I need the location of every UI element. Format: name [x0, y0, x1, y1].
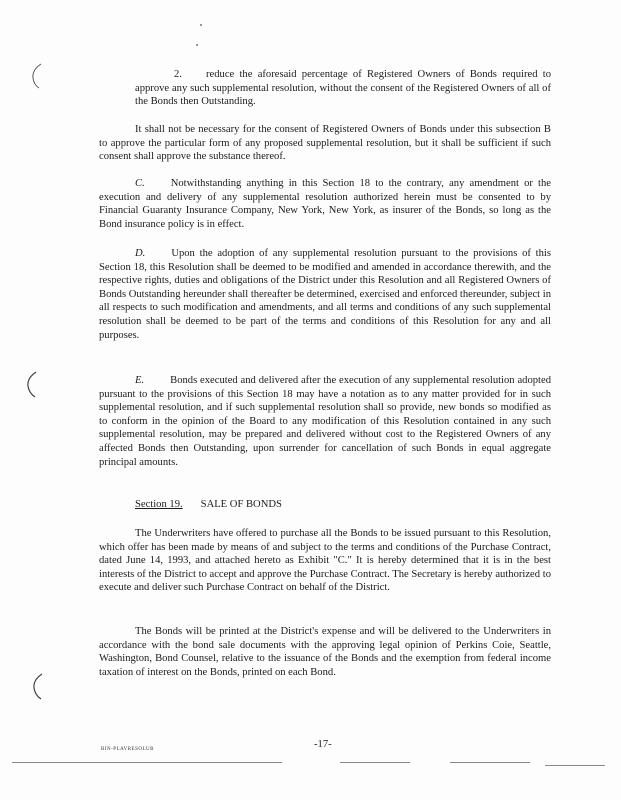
- footer-document-id: BIN-PLAVRESOLUB: [101, 747, 154, 752]
- list-item-text: reduce the aforesaid percentage of Registered Owners of Bonds required to approve any such supplemental resolution, without the consent of the Registered Owners of all of the Bonds then Outstanding.: [135, 69, 551, 108]
- paragraph-label: E.: [135, 375, 145, 386]
- paragraph-bond-printing: The Bonds will be printed at the District's expense and will be delivered to the Underwriters in accordance with the bond sale documents with the approving legal opinion of Perkins Coie, Seattle, Washington, Bond Counsel, relative to the issuance of the Bonds and the exemption from federal income taxation of interest on the Bonds, printed on each Bond.: [99, 626, 551, 678]
- paragraph-text: Upon the adoption of any supplemental resolution pursuant to the provisions of this Section 18, this Resolution shall be deemed to be modified and amended in accordance therewith, and the respective rights, duties and obligations of the District under this Resolution and all Registered Owners of Bonds Outstanding hereunder shall thereafter be determined, exercised and enforced thereunder, subject in all respects to such modification and amendments, and all terms and conditions of any such supplemental resolution shall be deemed to be part of the terms and conditions of this Resolution for any and all purposes.: [99, 248, 551, 341]
- paragraph-consent: It shall not be necessary for the consent of Registered Owners of Bonds under this subsection B to approve the particular form of any proposed supplemental resolution, but it shall be sufficient if such consent shall approve the substance thereof.: [99, 124, 551, 163]
- paragraph-d: [99, 247, 551, 342]
- paragraph-underwriters: The Underwriters have offered to purchase all the Bonds to be issued pursuant to this Resolution, which offer has been made by means of and subject to the terms and conditions of the Purchase Contract, dated June 14, 1993, and attached hereto as Exhibit "C." It is hereby determined that it is in the best interests of the District to accept and approve the Purchase Contract. The Secretary is hereby authorized to execute and deliver such Purchase Contract on behalf of the District.: [99, 528, 551, 594]
- scan-line: [450, 762, 530, 763]
- section-number: Section 19.: [135, 499, 183, 510]
- section-heading: [135, 498, 282, 512]
- scan-line: [340, 762, 410, 763]
- scan-speck: [200, 24, 202, 26]
- scan-line: [545, 765, 605, 766]
- paragraph-label: C.: [135, 178, 145, 189]
- scan-bracket-mark: [30, 672, 44, 700]
- paragraph-e: [99, 374, 551, 469]
- paragraph-text: Bonds executed and delivered after the execution of any supplemental resolution adopted pursuant to the provisions of this Section 18 may have a notation as to any matter provided for in such supplemental resolution, and if such supplemental resolution shall so provide, new bonds so modified as to conform in the opinion of the Board to any modification of this Resolution contained in any such supplemental resolution, may be prepared and delivered without cost to the Registered Owners of any affected Bonds then Outstanding, upon surrender for cancellation of such Bonds in equal aggregate principal amounts.: [99, 375, 551, 468]
- section-title: SALE OF BONDS: [200, 499, 282, 510]
- paragraph-label: D.: [135, 248, 146, 259]
- scan-line: [12, 762, 282, 763]
- list-item-number: 2.: [174, 69, 182, 80]
- scan-bracket-mark: [24, 370, 38, 398]
- scan-speck: [196, 44, 198, 46]
- paragraph-text: Notwithstanding anything in this Section 18 to the contrary, any amendment or the execution and delivery of any supplemental resolution authorized herein must be consented to by Financial Guaranty Insurance Company, New York, New York, as insurer of the Bonds, so long as the Bond insurance policy is in effect.: [99, 178, 551, 230]
- scan-bracket-mark: [29, 62, 43, 90]
- page-number: -17-: [314, 739, 332, 750]
- paragraph-c: [99, 177, 551, 231]
